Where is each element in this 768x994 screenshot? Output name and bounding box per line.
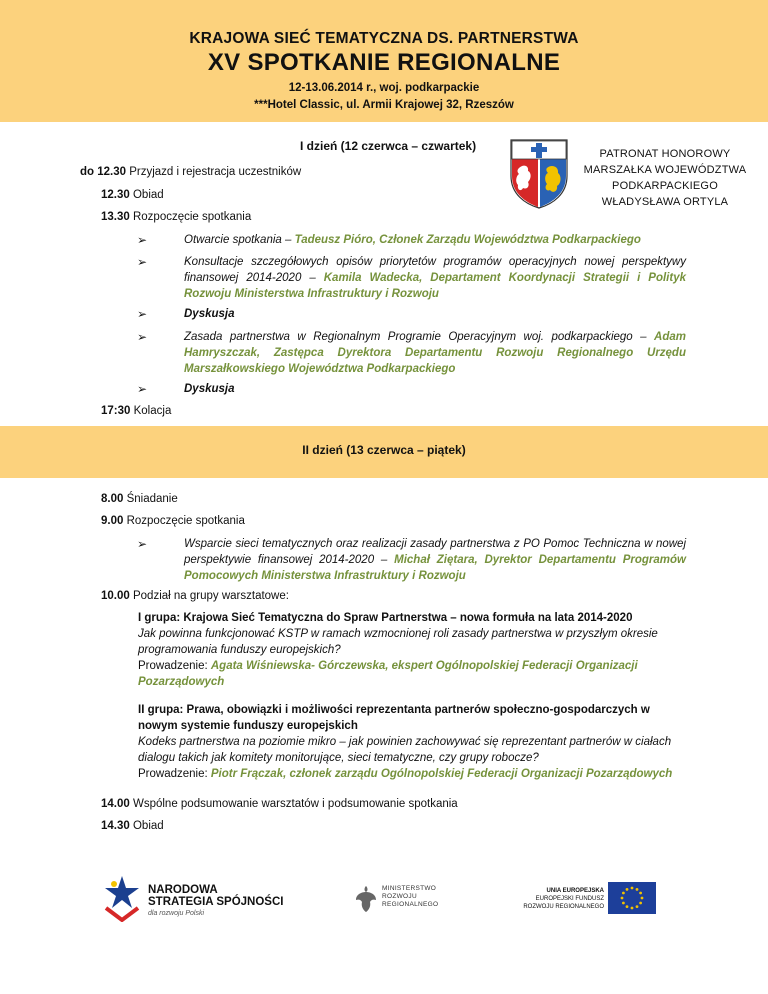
schedule-time: 14.00 (101, 798, 130, 810)
agenda-bullet (184, 232, 684, 248)
network-name: KRAJOWA SIEĆ TEMATYCZNA DS. PARTNERSTWA (189, 30, 579, 47)
schedule-item (101, 491, 178, 507)
workshop-group-1 (138, 610, 678, 690)
arrow-bullet-icon: ➢ (137, 382, 148, 396)
speaker: Piotr Frączak, członek zarządu Ogólnopolskiej Federacji Organizacji Pozarządowych (210, 768, 673, 780)
schedule-time: 12.30 (101, 189, 130, 201)
schedule-item (101, 403, 171, 419)
schedule-item (101, 588, 289, 604)
patron-line: PATRONAT HONOROWY (599, 148, 731, 160)
schedule-label: Przyjazd i rejestracja uczestników (126, 166, 302, 178)
mrr-line: REGIONALNEGO (382, 901, 439, 908)
mrr-logo-text (382, 885, 438, 909)
arrow-bullet-icon: ➢ (137, 307, 148, 321)
schedule-item (101, 187, 164, 203)
schedule-label: Wspólne podsumowanie warsztatów i podsumowanie spotkania (129, 798, 458, 810)
schedule-label: Kolacja (130, 405, 172, 417)
patron-line: WŁADYSŁAWA ORTYLA (601, 196, 729, 208)
agenda-text: Konsultacje szczegółowych opisów priorytetów programów operacyjnych nowej perspektywy finansowej 2014-2020 – (184, 256, 686, 284)
schedule-label: Rozpoczęcie spotkania (123, 515, 245, 527)
day2-heading: II dzień (13 czerwca – piątek) (302, 443, 466, 457)
eu-line: ROZWOJU REGIONALNEGO (523, 904, 604, 910)
arrow-bullet-icon: ➢ (137, 330, 148, 344)
schedule-time: do 12.30 (80, 166, 127, 178)
schedule-time: 10.00 (101, 590, 130, 602)
workshop-lead (138, 766, 678, 782)
schedule-time: 8.00 (101, 493, 124, 505)
eu-line: UNIA EUROPEJSKA (546, 888, 604, 894)
schedule-time: 17:30 (101, 405, 131, 417)
schedule-time: 9.00 (101, 515, 124, 527)
workshop-group-2 (138, 702, 678, 782)
nss-logo-text (148, 884, 283, 920)
speaker: Michał Ziętara, Dyrektor Departamentu Programów Pomocowych Ministerstwa Infrastruktury i Rozwoju (184, 554, 687, 582)
schedule-item (101, 818, 164, 834)
page-title: XV SPOTKANIE REGIONALNE (207, 49, 561, 76)
arrow-bullet-icon: ➢ (137, 255, 148, 269)
day1-heading: I dzień (12 czerwca – czwartek) (300, 139, 477, 153)
nss-line: STRATEGIA SPÓJNOŚCI (148, 896, 284, 908)
workshop-title: I grupa: Krajowa Sieć Tematyczna do Spraw Partnerstwa – nowa formuła na lata 2014-2020 (138, 612, 633, 624)
agenda-bullet (184, 536, 686, 584)
schedule-time: 13.30 (101, 211, 130, 223)
schedule-item (101, 209, 251, 225)
nss-star-logo-icon (102, 874, 142, 922)
schedule-label: Podział na grupy warsztatowe: (129, 590, 289, 602)
schedule-label: Śniadanie (123, 493, 178, 505)
schedule-label: Rozpoczęcie spotkania (129, 211, 252, 223)
agenda-discussion: Dyskusja (184, 308, 235, 320)
workshop-question: Kodeks partnerstwa na poziomie mikro – jak powinien zachowywać się reprezentant partnerów w ciałach dialogu takich jak komitety monitorujące, sieci tematyczne, czy grupy robocze? (138, 736, 672, 764)
patron-line: MARSZAŁKA WOJEWÓDZTWA (583, 164, 747, 176)
polish-eagle-icon (354, 884, 378, 914)
eu-logo-text (510, 887, 604, 911)
nss-line: NARODOWA (148, 884, 218, 896)
header-band (0, 0, 768, 122)
speaker: Adam Hamryszczak, Zastępca Dyrektora Departamentu Rozwoju Regionalnego Urzędu Marszałkowskiego Województwa Podkarpackiego (184, 331, 686, 375)
schedule-label: Obiad (129, 189, 164, 201)
schedule-item (101, 513, 245, 529)
arrow-bullet-icon: ➢ (137, 537, 148, 551)
eu-flag-icon (608, 882, 656, 914)
schedule-time: 14.30 (101, 820, 130, 832)
agenda-text: Wsparcie sieci tematycznych oraz realizacji zasady partnerstwa z PO Pomoc Techniczna w nowej perspektywie finansowej 2014-2020 – (184, 538, 686, 566)
speaker: Tadeusz Pióro, Członek Zarządu Województwa Podkarpackiego (294, 234, 641, 246)
patron-line: PODKARPACKIEGO (612, 180, 718, 192)
speaker: Agata Wiśniewska- Górczewska, ekspert Ogólnopolskiej Federacji Organizacji Pozarządowych (138, 660, 638, 688)
speaker: Kamila Wadecka, Departament Koordynacji Strategii i Polityk Rozwoju Ministerstwa Infrastruktury i Rozwoju (184, 272, 686, 300)
workshop-lead (138, 658, 678, 690)
schedule-item (80, 164, 301, 180)
schedule-label: Obiad (129, 820, 164, 832)
lead-label: Prowadzenie: (138, 768, 211, 780)
workshop-question: Jak powinna funkcjonować KSTP w ramach wzmocnionej roli zasady partnerstwa w przyszłym okresie programowania funduszy europejskich? (138, 628, 658, 656)
mrr-line: ROZWOJU (382, 893, 417, 900)
agenda-bullet (184, 329, 686, 377)
podkarpackie-coat-of-arms-icon (509, 138, 569, 210)
agenda-discussion: Dyskusja (184, 383, 235, 395)
day2-band (0, 426, 768, 478)
agenda-bullet (184, 254, 686, 302)
workshop-title: II grupa: Prawa, obowiązki i możliwości reprezentanta partnerów społeczno-gospodarczych w nowym systemie funduszy europejskich (138, 704, 650, 732)
schedule-item (101, 796, 458, 812)
arrow-bullet-icon: ➢ (137, 233, 148, 247)
funding-logos (100, 870, 670, 930)
event-venue: ***Hotel Classic, ul. Armii Krajowej 32, Rzeszów (254, 99, 514, 111)
honorary-patronage (570, 146, 760, 210)
eu-line: EUROPEJSKI FUNDUSZ (535, 896, 604, 902)
mrr-line: MINISTERSTWO (382, 885, 437, 892)
agenda-text: Otwarcie spotkania – (184, 234, 295, 246)
nss-tagline: dla rozwoju Polski (148, 910, 205, 917)
agenda-text: Zasada partnerstwa w Regionalnym Programie Operacyjnym woj. podkarpackiego – (184, 331, 655, 343)
event-dates: 12-13.06.2014 r., woj. podkarpackie (288, 82, 480, 94)
lead-label: Prowadzenie: (138, 660, 211, 672)
